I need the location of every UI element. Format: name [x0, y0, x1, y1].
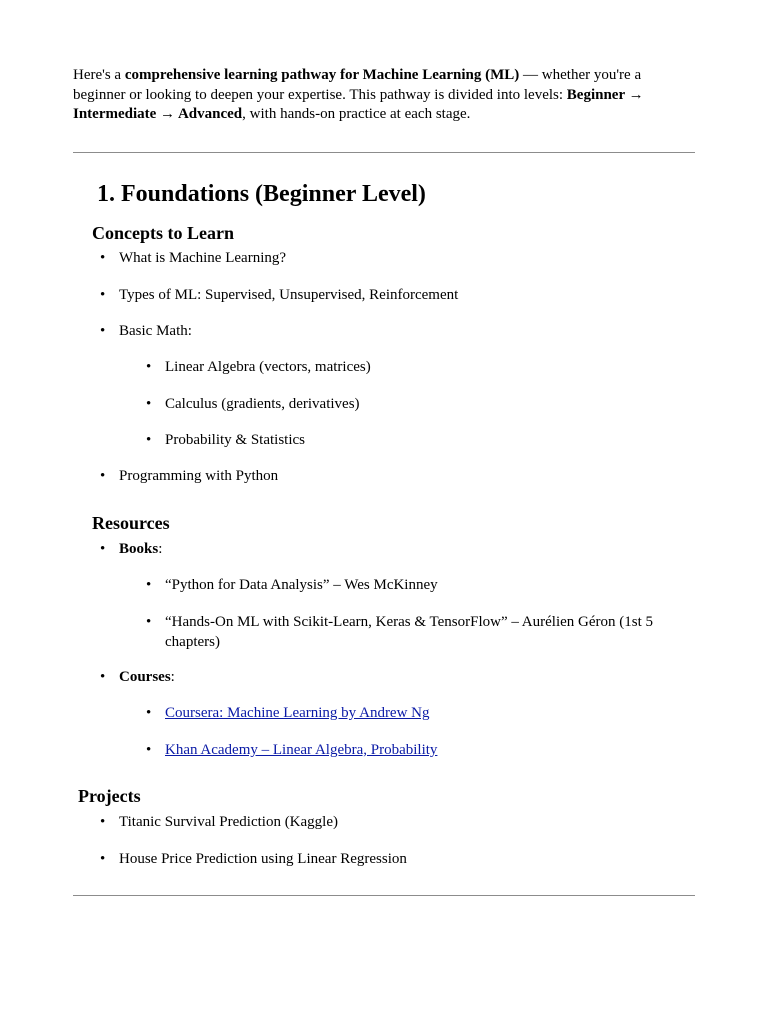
bullet: •	[146, 396, 152, 412]
bullet: •	[100, 323, 106, 339]
list-item-text: What is Machine Learning?	[119, 250, 287, 266]
bullet: •	[100, 250, 106, 266]
resources-heading: Resources	[92, 513, 170, 533]
intro-text-2: — whether you're a beginner or looking to deepen your expertise. This pathway is divided into levels:	[73, 67, 642, 103]
bullet: •	[100, 814, 106, 830]
courses-label	[119, 668, 175, 688]
books-label-text: Books	[119, 541, 159, 557]
project-text: Titanic Survival Prediction (Kaggle)	[119, 814, 338, 830]
book-title: “Python for Data Analysis” – Wes McKinney	[165, 577, 438, 593]
list-item-text: Probability & Statistics	[165, 432, 306, 448]
colon: :	[158, 541, 163, 557]
document-page	[73, 66, 695, 867]
bullet: •	[100, 669, 106, 685]
intro-text-3: , with hands-on practice at each stage.	[242, 106, 471, 122]
course-link-coursera[interactable]: Coursera: Machine Learning by Andrew Ng	[165, 705, 430, 721]
bullet: •	[100, 287, 106, 303]
intro-paragraph	[73, 66, 695, 125]
books-label	[119, 540, 162, 560]
colon: :	[170, 669, 175, 685]
list-item-text: Types of ML: Supervised, Unsupervised, Reinforcement	[119, 287, 459, 303]
intro-bold-2: Beginner → Intermediate → Advanced	[73, 86, 644, 122]
list-item-text: Calculus (gradients, derivatives)	[165, 396, 360, 412]
courses-label-text: Courses	[119, 669, 171, 685]
concepts-heading: Concepts to Learn	[92, 223, 234, 243]
bullet: •	[146, 432, 152, 448]
bullet: •	[100, 468, 106, 484]
bullet: •	[146, 705, 152, 721]
section-title: 1. Foundations (Beginner Level)	[97, 181, 426, 207]
list-item-text: Basic Math:	[119, 323, 192, 339]
divider-bottom	[73, 895, 695, 896]
divider-top	[73, 152, 695, 153]
intro-bold-1: comprehensive learning pathway for Machine Learning (ML)	[124, 67, 520, 83]
project-text: House Price Prediction using Linear Regression	[119, 851, 407, 867]
bullet: •	[146, 742, 152, 758]
list-item-text: Linear Algebra (vectors, matrices)	[165, 359, 371, 375]
bullet: •	[100, 851, 106, 867]
bullet: •	[100, 541, 106, 557]
book-title: “Hands-On ML with Scikit-Learn, Keras & TensorFlow” – Aurélien Géron (1st 5 chapters)	[165, 614, 654, 650]
bullet: •	[146, 577, 152, 593]
intro-text-1: Here's a	[73, 67, 125, 83]
bullet: •	[146, 359, 152, 375]
bullet: •	[146, 614, 152, 630]
list-item-text: Programming with Python	[119, 468, 279, 484]
course-link-khan-academy[interactable]: Khan Academy – Linear Algebra, Probability	[165, 742, 438, 758]
projects-heading: Projects	[78, 786, 141, 806]
